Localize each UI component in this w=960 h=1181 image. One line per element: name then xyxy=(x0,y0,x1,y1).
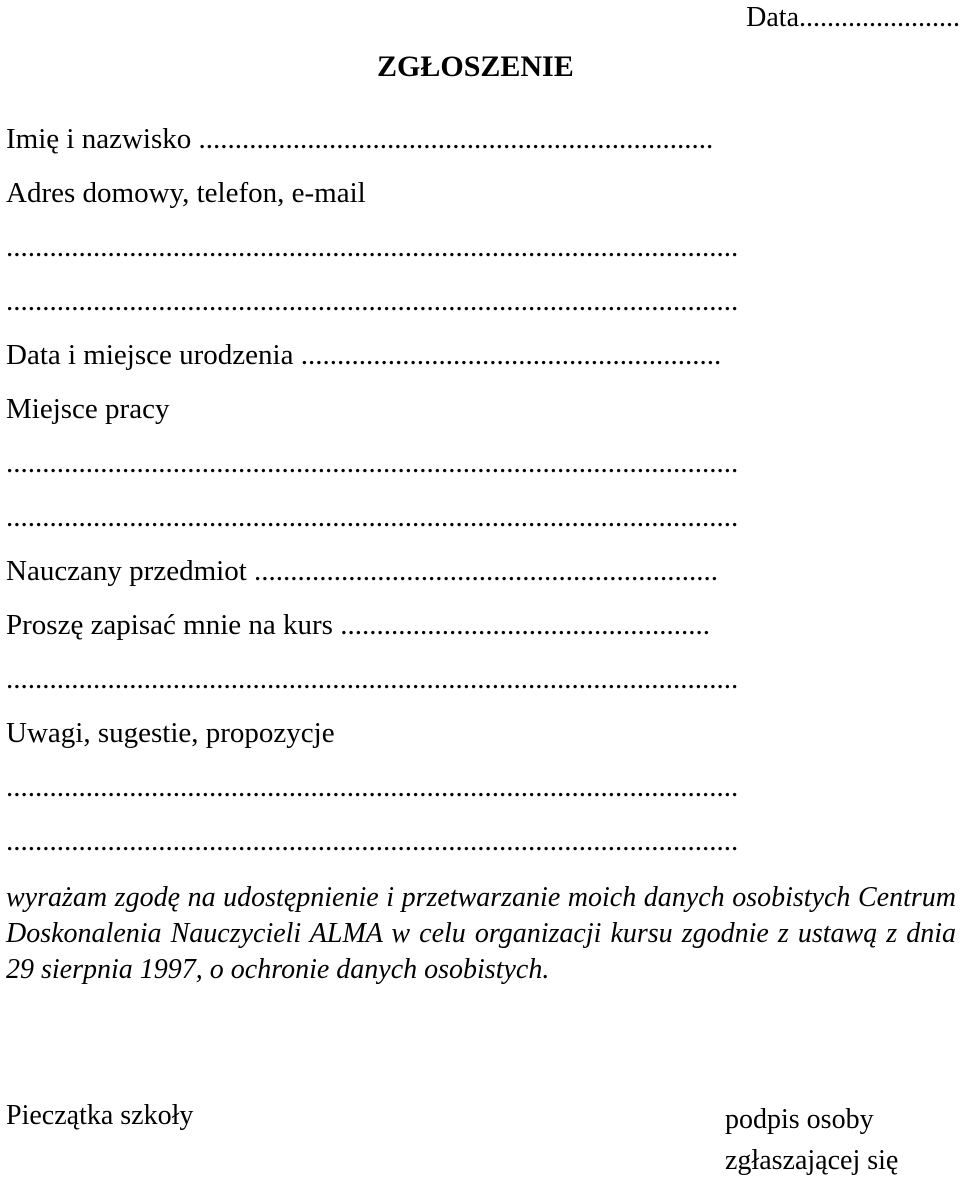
signature-label-line-1: podpis osoby xyxy=(725,1104,874,1135)
remarks-dotted-line-1: ..................................................................................................... xyxy=(6,771,739,803)
workplace-dotted-line-1: ..................................................................................................... xyxy=(6,447,739,479)
address-label: Adres domowy, telefon, e-mail xyxy=(6,177,366,209)
workplace-label: Miejsce pracy xyxy=(6,393,170,425)
document-title: ZGŁOSZENIE xyxy=(377,50,574,83)
address-dotted-line-2: ..................................................................................................... xyxy=(6,285,739,317)
school-stamp-label: Pieczątka szkoły xyxy=(6,1100,194,1131)
subject-field-line: Nauczany przedmiot ................................................................ xyxy=(6,555,719,587)
name-field-line: Imię i nazwisko ....................................................................... xyxy=(6,123,714,155)
remarks-dotted-line-2: ..................................................................................................... xyxy=(6,825,739,857)
signature-label xyxy=(725,1099,898,1181)
consent-statement: wyrażam zgodę na udostępnienie i przetwarzanie moich danych osobistych Centrum Doskonalenia Nauczycieli ALMA w celu organizacji kursu zgodnie z ustawą z dnia 29 sierpnia 1997, o ochronie danych osobistych. xyxy=(6,882,956,985)
course-dotted-line: ..................................................................................................... xyxy=(6,663,739,695)
signature-label-line-2: zgłaszającej się xyxy=(725,1145,899,1176)
address-dotted-line-1: ..................................................................................................... xyxy=(6,231,739,263)
course-field-line: Proszę zapisać mnie na kurs ................................................... xyxy=(6,609,710,641)
remarks-label: Uwagi, sugestie, propozycje xyxy=(6,717,335,749)
workplace-dotted-line-2: ..................................................................................................... xyxy=(6,501,739,533)
birth-field-line: Data i miejsce urodzenia .......................................................... xyxy=(6,339,722,371)
date-field: Data....................... xyxy=(746,2,960,33)
